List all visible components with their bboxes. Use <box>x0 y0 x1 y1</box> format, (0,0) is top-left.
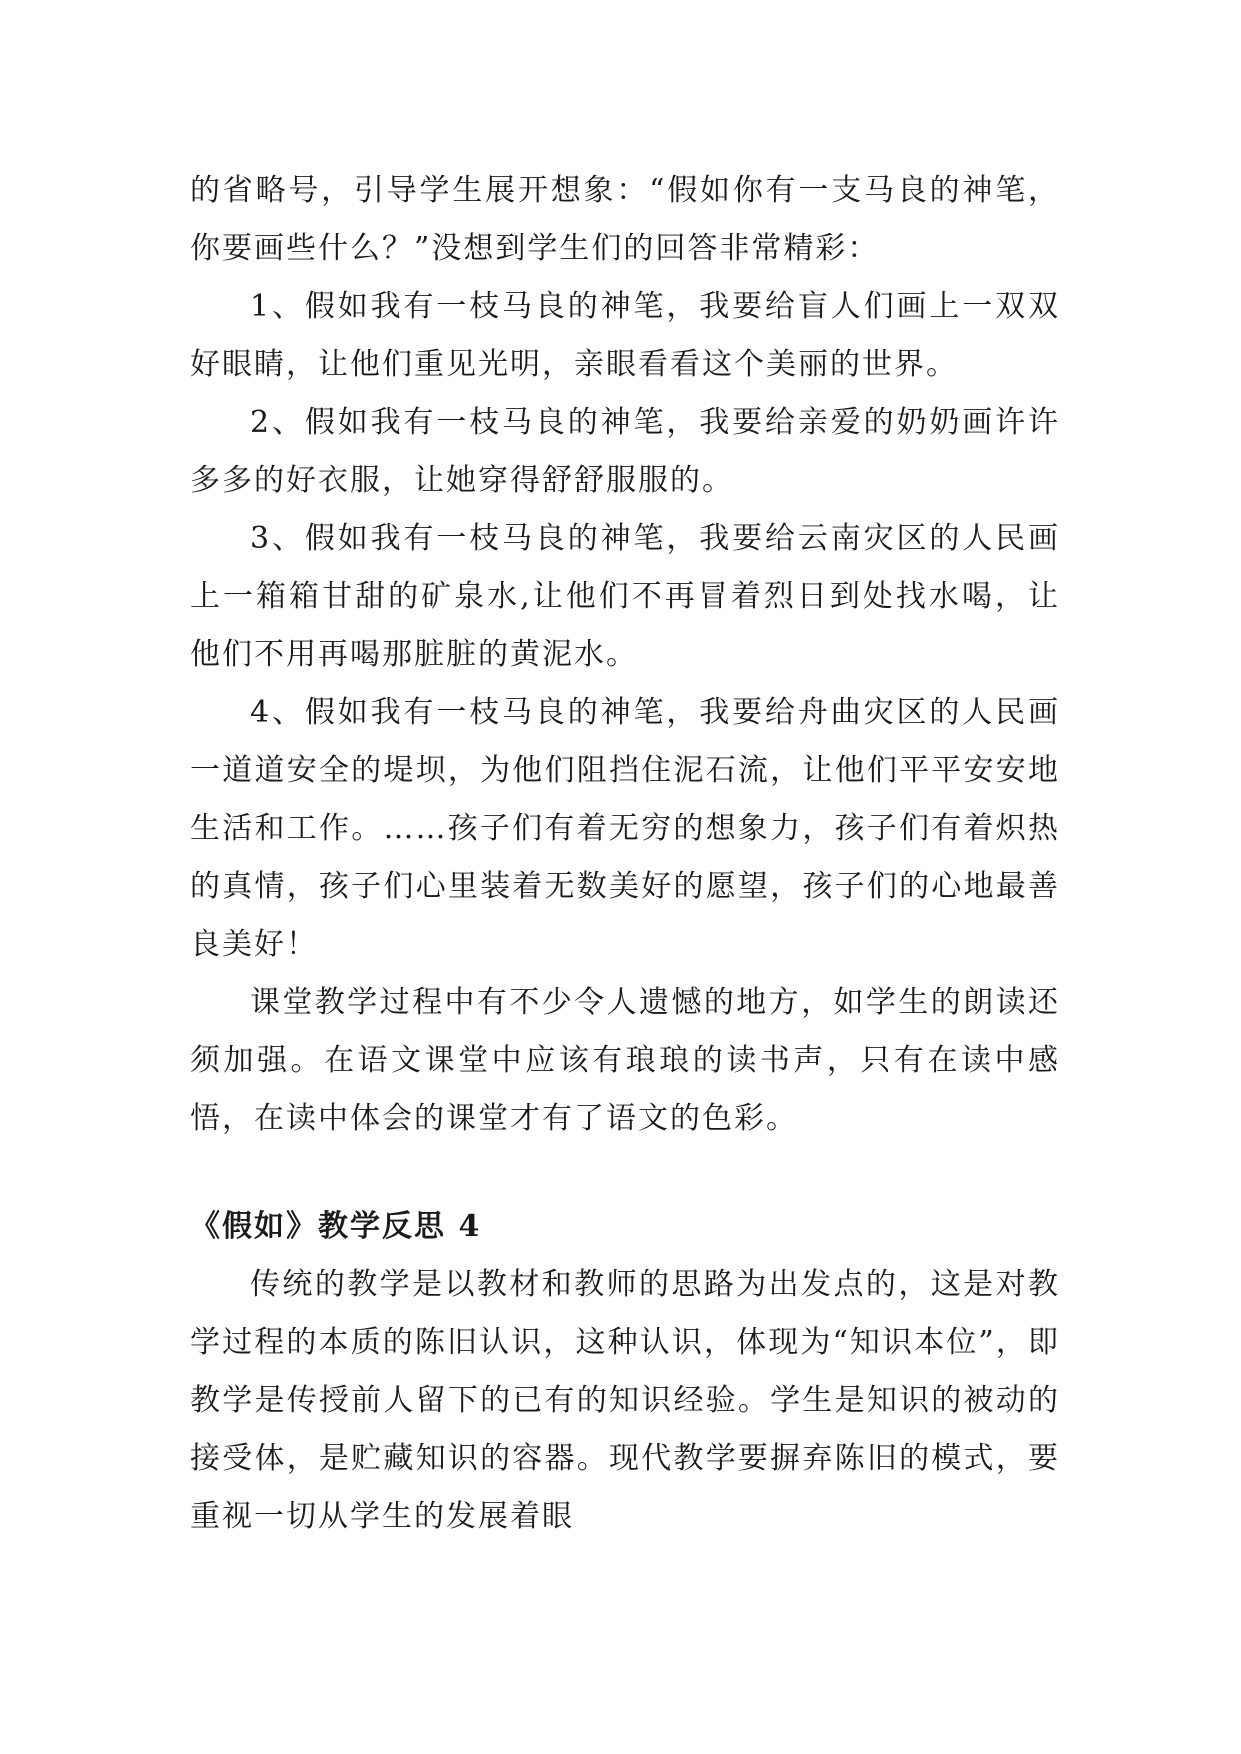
paragraph-section-4: 传统的教学是以教材和教师的思路为出发点的，这是对教学过程的本质的陈旧认识，这种认识，体现为“知识本位”，即教学是传授前人留下的已有的知识经验。学生是知识的被动的接受体，是贮藏知识的容器。现代教学要摒弃陈旧的模式，要重视一切从学生的发展着眼 <box>190 1267 1060 1534</box>
paragraph-list-item-1: 1、假如我有一枝马良的神笔，我要给盲人们画上一双双好眼睛，让他们重见光明，亲眼看看这个美丽的世界。 <box>190 289 1060 382</box>
section-heading: 《假如》教学反思 4 <box>190 1209 482 1244</box>
paragraph-list-item-4: 4、假如我有一枝马良的神笔，我要给舟曲灾区的人民画一道道安全的堤坝，为他们阻挡住泥石流，让他们平平安安地生活和工作。……孩子们有着无穷的想象力，孩子们有着炽热的真情，孩子们心里装着无数美好的愿望，孩子们的心地最善良美好！ <box>190 695 1060 962</box>
paragraph-list-item-2: 2、假如我有一枝马良的神笔，我要给亲爱的奶奶画许许多多的好衣服，让她穿得舒舒服服的。 <box>190 405 1060 498</box>
paragraph-list-item-3: 3、假如我有一枝马良的神笔，我要给云南灾区的人民画上一箱箱甘甜的矿泉水,让他们不再冒着烈日到处找水喝，让他们不用再喝那脏脏的黄泥水。 <box>190 521 1060 672</box>
document-body <box>190 162 1060 1546</box>
paragraph-continuation: 的省略号，引导学生展开想象：“假如你有一支马良的神笔，你要画些什么？”没想到学生们的回答非常精彩： <box>190 173 1060 266</box>
paragraph-reflection: 课堂教学过程中有不少令人遗憾的地方，如学生的朗读还须加强。在语文课堂中应该有琅琅的读书声，只有在读中感悟，在读中体会的课堂才有了语文的色彩。 <box>190 985 1060 1136</box>
